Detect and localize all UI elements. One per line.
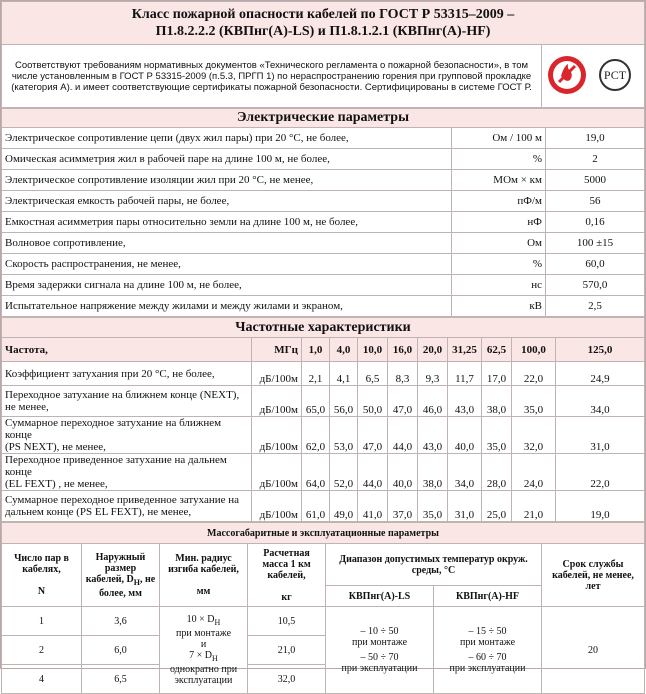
freq-param-value: 37,0	[388, 491, 418, 522]
freq-param-value: 62,0	[302, 417, 330, 454]
freq-param-value: 61,0	[302, 491, 330, 522]
freq-param-value: 35,0	[482, 417, 512, 454]
freq-param-value: 17,0	[482, 362, 512, 386]
freq-value: 1,0	[302, 338, 330, 362]
col-temperature: Диапазон допустимых температур окруж. среды, °С	[326, 544, 542, 586]
freq-param-value: 34,0	[556, 386, 645, 417]
param-name: Скорость распространения, не менее,	[2, 254, 452, 275]
freq-param-value: 28,0	[482, 454, 512, 491]
electrical-row	[2, 233, 645, 254]
freq-param-value: 40,0	[448, 417, 482, 454]
param-unit: %	[452, 254, 546, 275]
freq-param-value: 24,0	[512, 454, 556, 491]
freq-param-name: Переходное приведенное затухание на дальнем конце (EL FEXT) , не менее,	[2, 454, 252, 491]
frequency-header: Частотные характеристики	[2, 318, 645, 338]
col-temp-hf: КВПнг(А)-HF	[434, 586, 542, 607]
mass-2: 21,0	[248, 636, 326, 665]
param-value: 2,5	[546, 296, 645, 317]
param-value: 570,0	[546, 275, 645, 296]
page-title	[2, 2, 645, 45]
title-line-1: Класс пожарной опасности кабелей по ГОСТ Р 53315–2009 –	[131, 7, 515, 22]
freq-label: Частота,	[2, 338, 252, 362]
diam-4: 6,5	[82, 665, 160, 694]
frequency-row	[2, 454, 645, 491]
freq-param-value: 21,0	[512, 491, 556, 522]
param-name: Омическая асимметрия жил в рабочей паре на длине 100 м, не более,	[2, 149, 452, 170]
freq-param-name: Коэффициент затухания при 20 °С, не более,	[2, 362, 252, 386]
param-unit: нФ	[452, 212, 546, 233]
electrical-header: Электрические параметры	[2, 109, 645, 128]
param-value: 100 ±15	[546, 233, 645, 254]
freq-param-value: 50,0	[358, 386, 388, 417]
freq-param-value: 4,1	[330, 362, 358, 386]
freq-param-value: 9,3	[418, 362, 448, 386]
frequency-table	[1, 317, 645, 522]
frequency-row	[2, 386, 645, 417]
freq-param-value: 35,0	[512, 386, 556, 417]
param-name: Электрическое сопротивление цепи (двух жил пары) при 20 °С, не более,	[2, 128, 452, 149]
param-value: 2	[546, 149, 645, 170]
param-unit: кВ	[452, 296, 546, 317]
param-unit: пФ/м	[452, 191, 546, 212]
radius-cell: $10 \times D_H$ при монтаже и $7 \times D_H$ однократно при эксплуатации	[160, 607, 248, 694]
freq-param-value: 43,0	[448, 386, 482, 417]
service-life-value: 20	[542, 607, 645, 694]
param-unit: нс	[452, 275, 546, 296]
electrical-table	[1, 108, 645, 317]
param-value: 19,0	[546, 128, 645, 149]
electrical-row	[2, 212, 645, 233]
freq-param-value: 24,9	[556, 362, 645, 386]
mass-1: 10,5	[248, 607, 326, 636]
pairs-1: 1	[2, 607, 82, 636]
frequency-header-row	[2, 338, 645, 362]
freq-param-value: 64,0	[302, 454, 330, 491]
freq-param-value: 35,0	[418, 491, 448, 522]
pairs-2: 2	[2, 636, 82, 665]
freq-param-value: 22,0	[512, 362, 556, 386]
param-unit: Ом / 100 м	[452, 128, 546, 149]
freq-value: 100,0	[512, 338, 556, 362]
freq-param-value: 56,0	[330, 386, 358, 417]
title-line-2: П1.8.2.2.2 (КВПнг(А)-LS) и П1.8.1.2.1 (КВПнг(А)-HF)	[155, 24, 491, 39]
freq-param-name: Переходное затухание на ближнем конце (NEXT), не менее,	[2, 386, 252, 417]
freq-value: 16,0	[388, 338, 418, 362]
freq-param-name: Суммарное переходное приведенное затухание на дальнем конце (PS EL FEXT), не менее,	[2, 491, 252, 522]
freq-value: 20,0	[418, 338, 448, 362]
electrical-row	[2, 254, 645, 275]
freq-param-value: 32,0	[512, 417, 556, 454]
freq-param-value: 47,0	[388, 386, 418, 417]
freq-param-value: 6,5	[358, 362, 388, 386]
col-diameter: Наружный размер кабелей, $D_H$, не более, мм	[82, 544, 160, 607]
freq-param-value: 65,0	[302, 386, 330, 417]
col-radius: Мин. радиус изгиба кабелей, мм	[160, 544, 248, 607]
freq-param-value: 31,0	[556, 417, 645, 454]
freq-param-unit: дБ/100м	[252, 454, 302, 491]
frequency-row	[2, 362, 645, 386]
param-value: 56	[546, 191, 645, 212]
param-name: Испытательное напряжение между жилами и между жилами и экраном,	[2, 296, 452, 317]
freq-value: 10,0	[358, 338, 388, 362]
electrical-row	[2, 170, 645, 191]
freq-param-value: 11,7	[448, 362, 482, 386]
mass-4: 32,0	[248, 665, 326, 694]
freq-param-value: 2,1	[302, 362, 330, 386]
title-table	[1, 1, 645, 108]
mass-table	[1, 522, 645, 694]
freq-param-value: 41,0	[358, 491, 388, 522]
col-service-life: Срок службы кабелей, не менее, лет	[542, 544, 645, 607]
param-name: Емкостная асимметрия пары относительно земли на длине 100 м, не более,	[2, 212, 452, 233]
electrical-row	[2, 149, 645, 170]
freq-param-value: 43,0	[418, 417, 448, 454]
freq-param-value: 40,0	[388, 454, 418, 491]
freq-param-unit: дБ/100м	[252, 362, 302, 386]
freq-value: 125,0	[556, 338, 645, 362]
param-name: Время задержки сигнала на длине 100 м, не более,	[2, 275, 452, 296]
electrical-row	[2, 296, 645, 317]
frequency-row	[2, 417, 645, 454]
param-name: Волновое сопротивление,	[2, 233, 452, 254]
freq-value: 62,5	[482, 338, 512, 362]
electrical-row	[2, 128, 645, 149]
col-temp-ls: КВПнг(А)-LS	[326, 586, 434, 607]
diam-2: 6,0	[82, 636, 160, 665]
freq-param-value: 38,0	[418, 454, 448, 491]
param-name: Электрическая емкость рабочей пары, не более,	[2, 191, 452, 212]
freq-param-name: Суммарное переходное затухание на ближнем конце (PS NEXT), не менее,	[2, 417, 252, 454]
diam-1: 3,6	[82, 607, 160, 636]
col-pairs: Число пар в кабелях, N	[2, 544, 82, 607]
freq-param-value: 49,0	[330, 491, 358, 522]
frequency-row	[2, 491, 645, 522]
col-mass: Расчетная масса 1 км кабелей, кг	[248, 544, 326, 607]
electrical-row	[2, 275, 645, 296]
freq-value: 31,25	[448, 338, 482, 362]
electrical-row	[2, 191, 645, 212]
freq-param-unit: дБ/100м	[252, 491, 302, 522]
freq-param-value: 22,0	[556, 454, 645, 491]
freq-param-value: 19,0	[556, 491, 645, 522]
param-unit: Ом	[452, 233, 546, 254]
freq-param-value: 34,0	[448, 454, 482, 491]
temp-hf-cell: – 15 ÷ 50 при монтаже – 60 ÷ 70 при эксплуатации	[434, 607, 542, 694]
freq-unit: МГц	[252, 338, 302, 362]
mass-header: Массогабаритные и эксплуатационные параметры	[2, 523, 645, 544]
param-value: 60,0	[546, 254, 645, 275]
freq-value: 4,0	[330, 338, 358, 362]
certification-logos	[542, 45, 645, 108]
freq-param-value: 47,0	[358, 417, 388, 454]
param-value: 5000	[546, 170, 645, 191]
freq-param-value: 31,0	[448, 491, 482, 522]
freq-param-value: 44,0	[388, 417, 418, 454]
svg-text:РСТ: РСТ	[603, 67, 627, 82]
freq-param-unit: дБ/100м	[252, 386, 302, 417]
freq-param-value: 25,0	[482, 491, 512, 522]
freq-param-value: 38,0	[482, 386, 512, 417]
freq-param-value: 46,0	[418, 386, 448, 417]
freq-param-unit: дБ/100м	[252, 417, 302, 454]
fire-safety-certificate-icon	[545, 53, 641, 97]
freq-param-value: 44,0	[358, 454, 388, 491]
freq-param-value: 53,0	[330, 417, 358, 454]
pairs-4: 4	[2, 665, 82, 694]
param-unit: МОм × км	[452, 170, 546, 191]
freq-param-value: 52,0	[330, 454, 358, 491]
rst-certificate-icon	[600, 60, 630, 90]
freq-param-value: 8,3	[388, 362, 418, 386]
param-unit: %	[452, 149, 546, 170]
intro-text: Соответствуют требованиям нормативных документов «Технического регламента о пожарной безопасности», в том числе установленным в ГОСТ Р 53315-2009 (п.5.3, ПРГП 1) по нераспространению горения при групповой прокладке (категория А). и имеет соответствующие сертификаты пожарной безопасности. Сертифицированы в системе ГОСТ Р.	[2, 45, 542, 108]
temp-ls-cell: – 10 ÷ 50 при монтаже – 50 ÷ 70 при эксплуатации	[326, 607, 434, 694]
param-name: Электрическое сопротивление изоляции жил при 20 °С, не менее,	[2, 170, 452, 191]
param-value: 0,16	[546, 212, 645, 233]
